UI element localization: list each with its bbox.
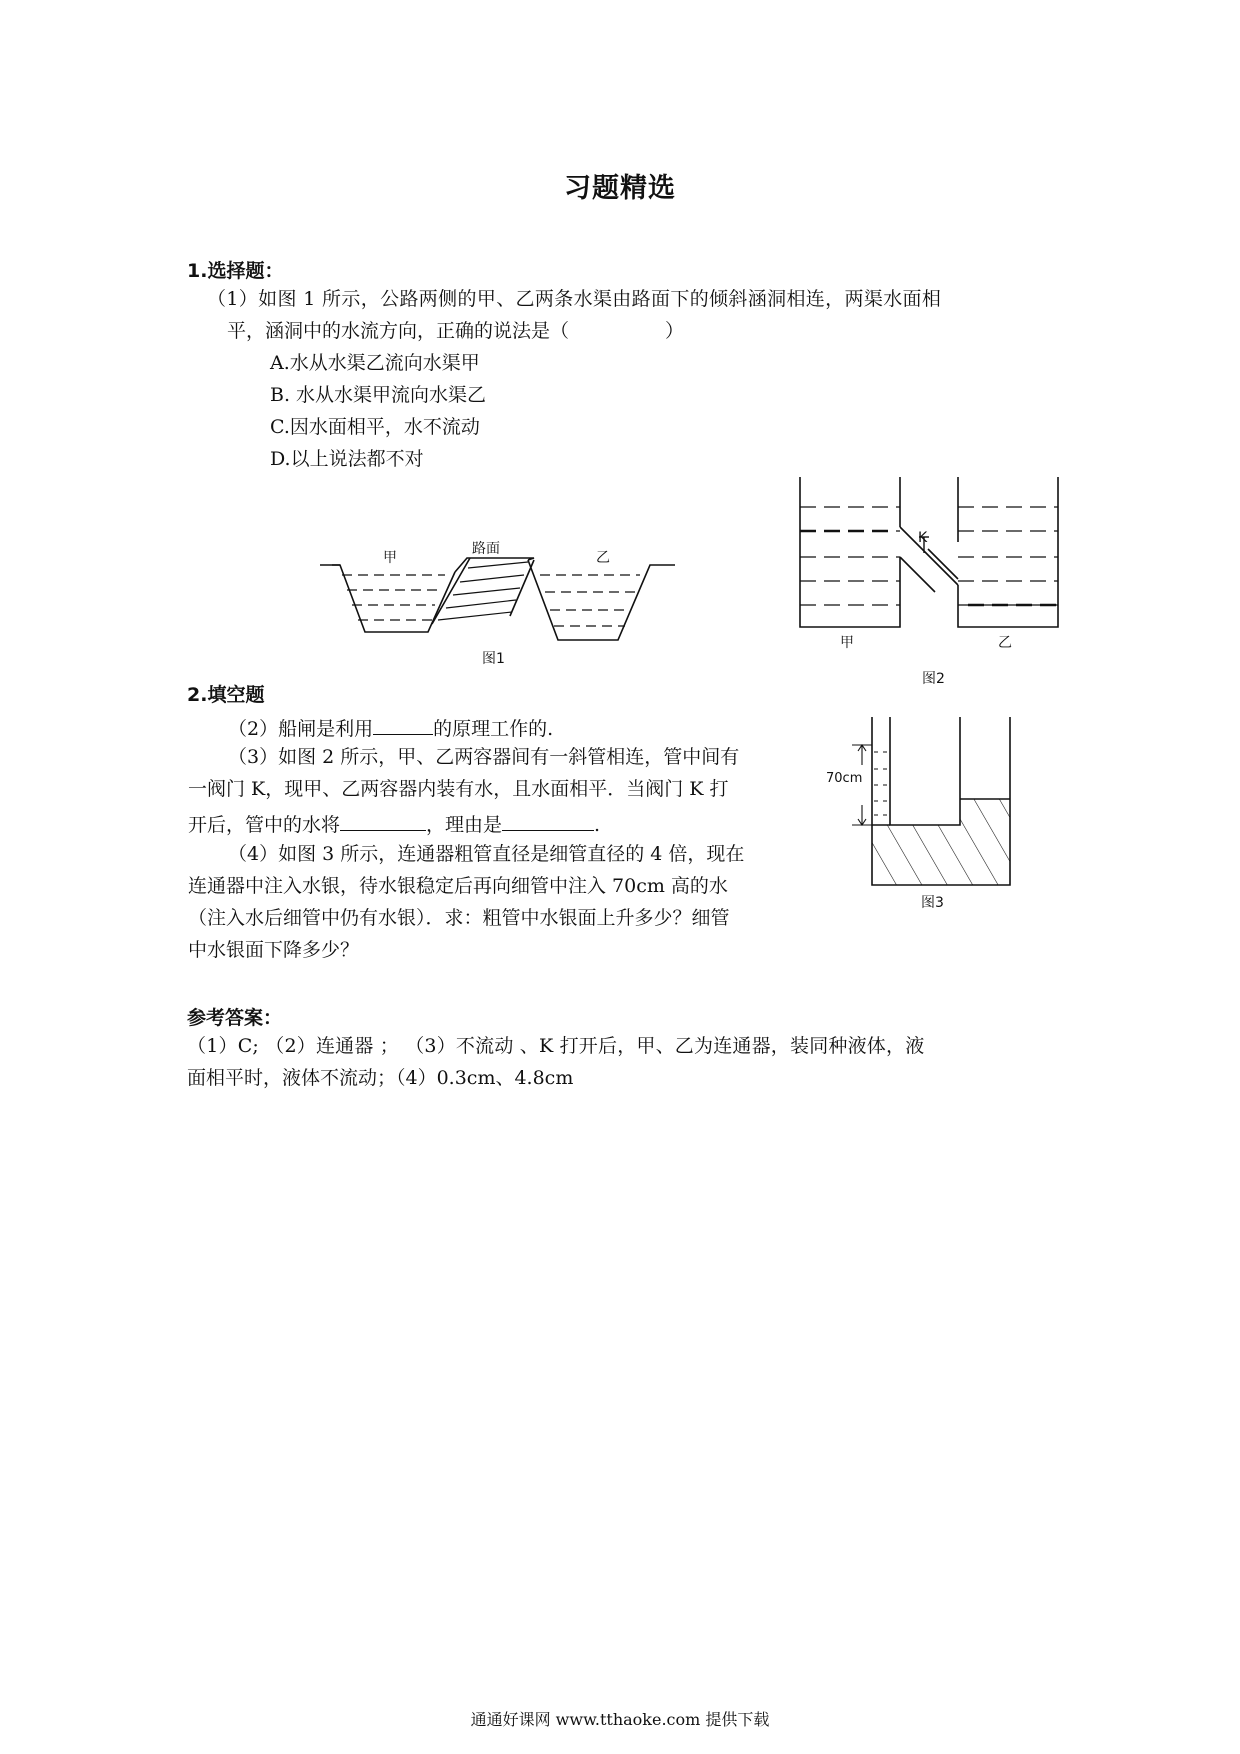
- footer: 通通好课网 www.tthaoke.com 提供下载: [470, 1710, 770, 1729]
- q2-pre: （2）船闸是利用: [228, 718, 374, 740]
- q3-line1: （3）如图 2 所示，甲、乙两容器间有一斜管相连，管中间有: [228, 746, 740, 768]
- q2-post: 的原理工作的.: [433, 718, 554, 740]
- q1-option-c: C.因水面相平，水不流动: [270, 416, 480, 438]
- figure1-label-jia: 甲: [383, 550, 397, 566]
- figure1-caption: 图1: [482, 651, 505, 667]
- q1-option-a: A.水从水渠乙流向水渠甲: [270, 352, 480, 374]
- answers-heading: 参考答案：: [187, 1007, 283, 1029]
- figure3-height-label: 70cm: [826, 771, 863, 786]
- q3-line3-mid: ，理由是: [426, 814, 503, 836]
- answers-line2: 面相平时，液体不流动；（4）0.3cm、4.8cm: [187, 1067, 574, 1089]
- figure2-caption: 图2: [922, 671, 945, 687]
- q3-line3-pre: 开后，管中的水将: [188, 814, 341, 836]
- q1-option-b: B. 水从水渠甲流向水渠乙: [270, 384, 487, 406]
- q4-line2: 连通器中注入水银，待水银稳定后再向细管中注入 70cm 高的水: [188, 875, 728, 897]
- q3-blank-1[interactable]: [340, 812, 426, 831]
- q4-line3: （注入水后细管中仍有水银）．求：粗管中水银面上升多少？细管: [188, 907, 730, 929]
- figure2-label-jia: 甲: [840, 635, 854, 651]
- figure2-valve-k: K: [918, 530, 928, 546]
- q4-line1: （4）如图 3 所示，连通器粗管直径是细管直径的 4 倍，现在: [228, 843, 745, 865]
- q1-line1: （1）如图 1 所示，公路两侧的甲、乙两条水渠由路面下的倾斜涵洞相连，两渠水面相: [207, 288, 942, 310]
- figure1-label-road: 路面: [472, 541, 500, 557]
- figure-2: [800, 477, 1060, 627]
- figure1-label-yi: 乙: [596, 550, 610, 566]
- q1-option-d: D.以上说法都不对: [270, 448, 424, 470]
- q3-line2: 一阀门 K，现甲、乙两容器内装有水，且水面相平．当阀门 K 打: [188, 778, 729, 800]
- figure3-caption: 图3: [921, 895, 944, 911]
- q3-line3-end: .: [594, 814, 601, 836]
- section-heading-fill: 2.填空题: [187, 684, 265, 706]
- answers-line1: （1）C; （2）连通器 ； （3）不流动 、K 打开后，甲、乙为连通器，装同种液体，液: [187, 1035, 925, 1057]
- figure-3: [850, 717, 1020, 887]
- section-heading-choice: 1.选择题：: [187, 260, 284, 282]
- q1-line2-text: 平，涵洞中的水流方向，正确的说法是（: [227, 320, 570, 342]
- page-title: 习题精选: [564, 173, 676, 204]
- q1-line2-end: ）: [665, 320, 685, 342]
- q4-line4: 中水银面下降多少？: [188, 939, 360, 961]
- figure-1: [320, 520, 690, 670]
- q2-line: [228, 716, 553, 739]
- q3-blank-2[interactable]: [502, 812, 594, 831]
- q2-blank[interactable]: [373, 716, 433, 735]
- q3-line3: [188, 812, 600, 835]
- q1-line2: [227, 322, 684, 341]
- figure2-label-yi: 乙: [998, 635, 1012, 651]
